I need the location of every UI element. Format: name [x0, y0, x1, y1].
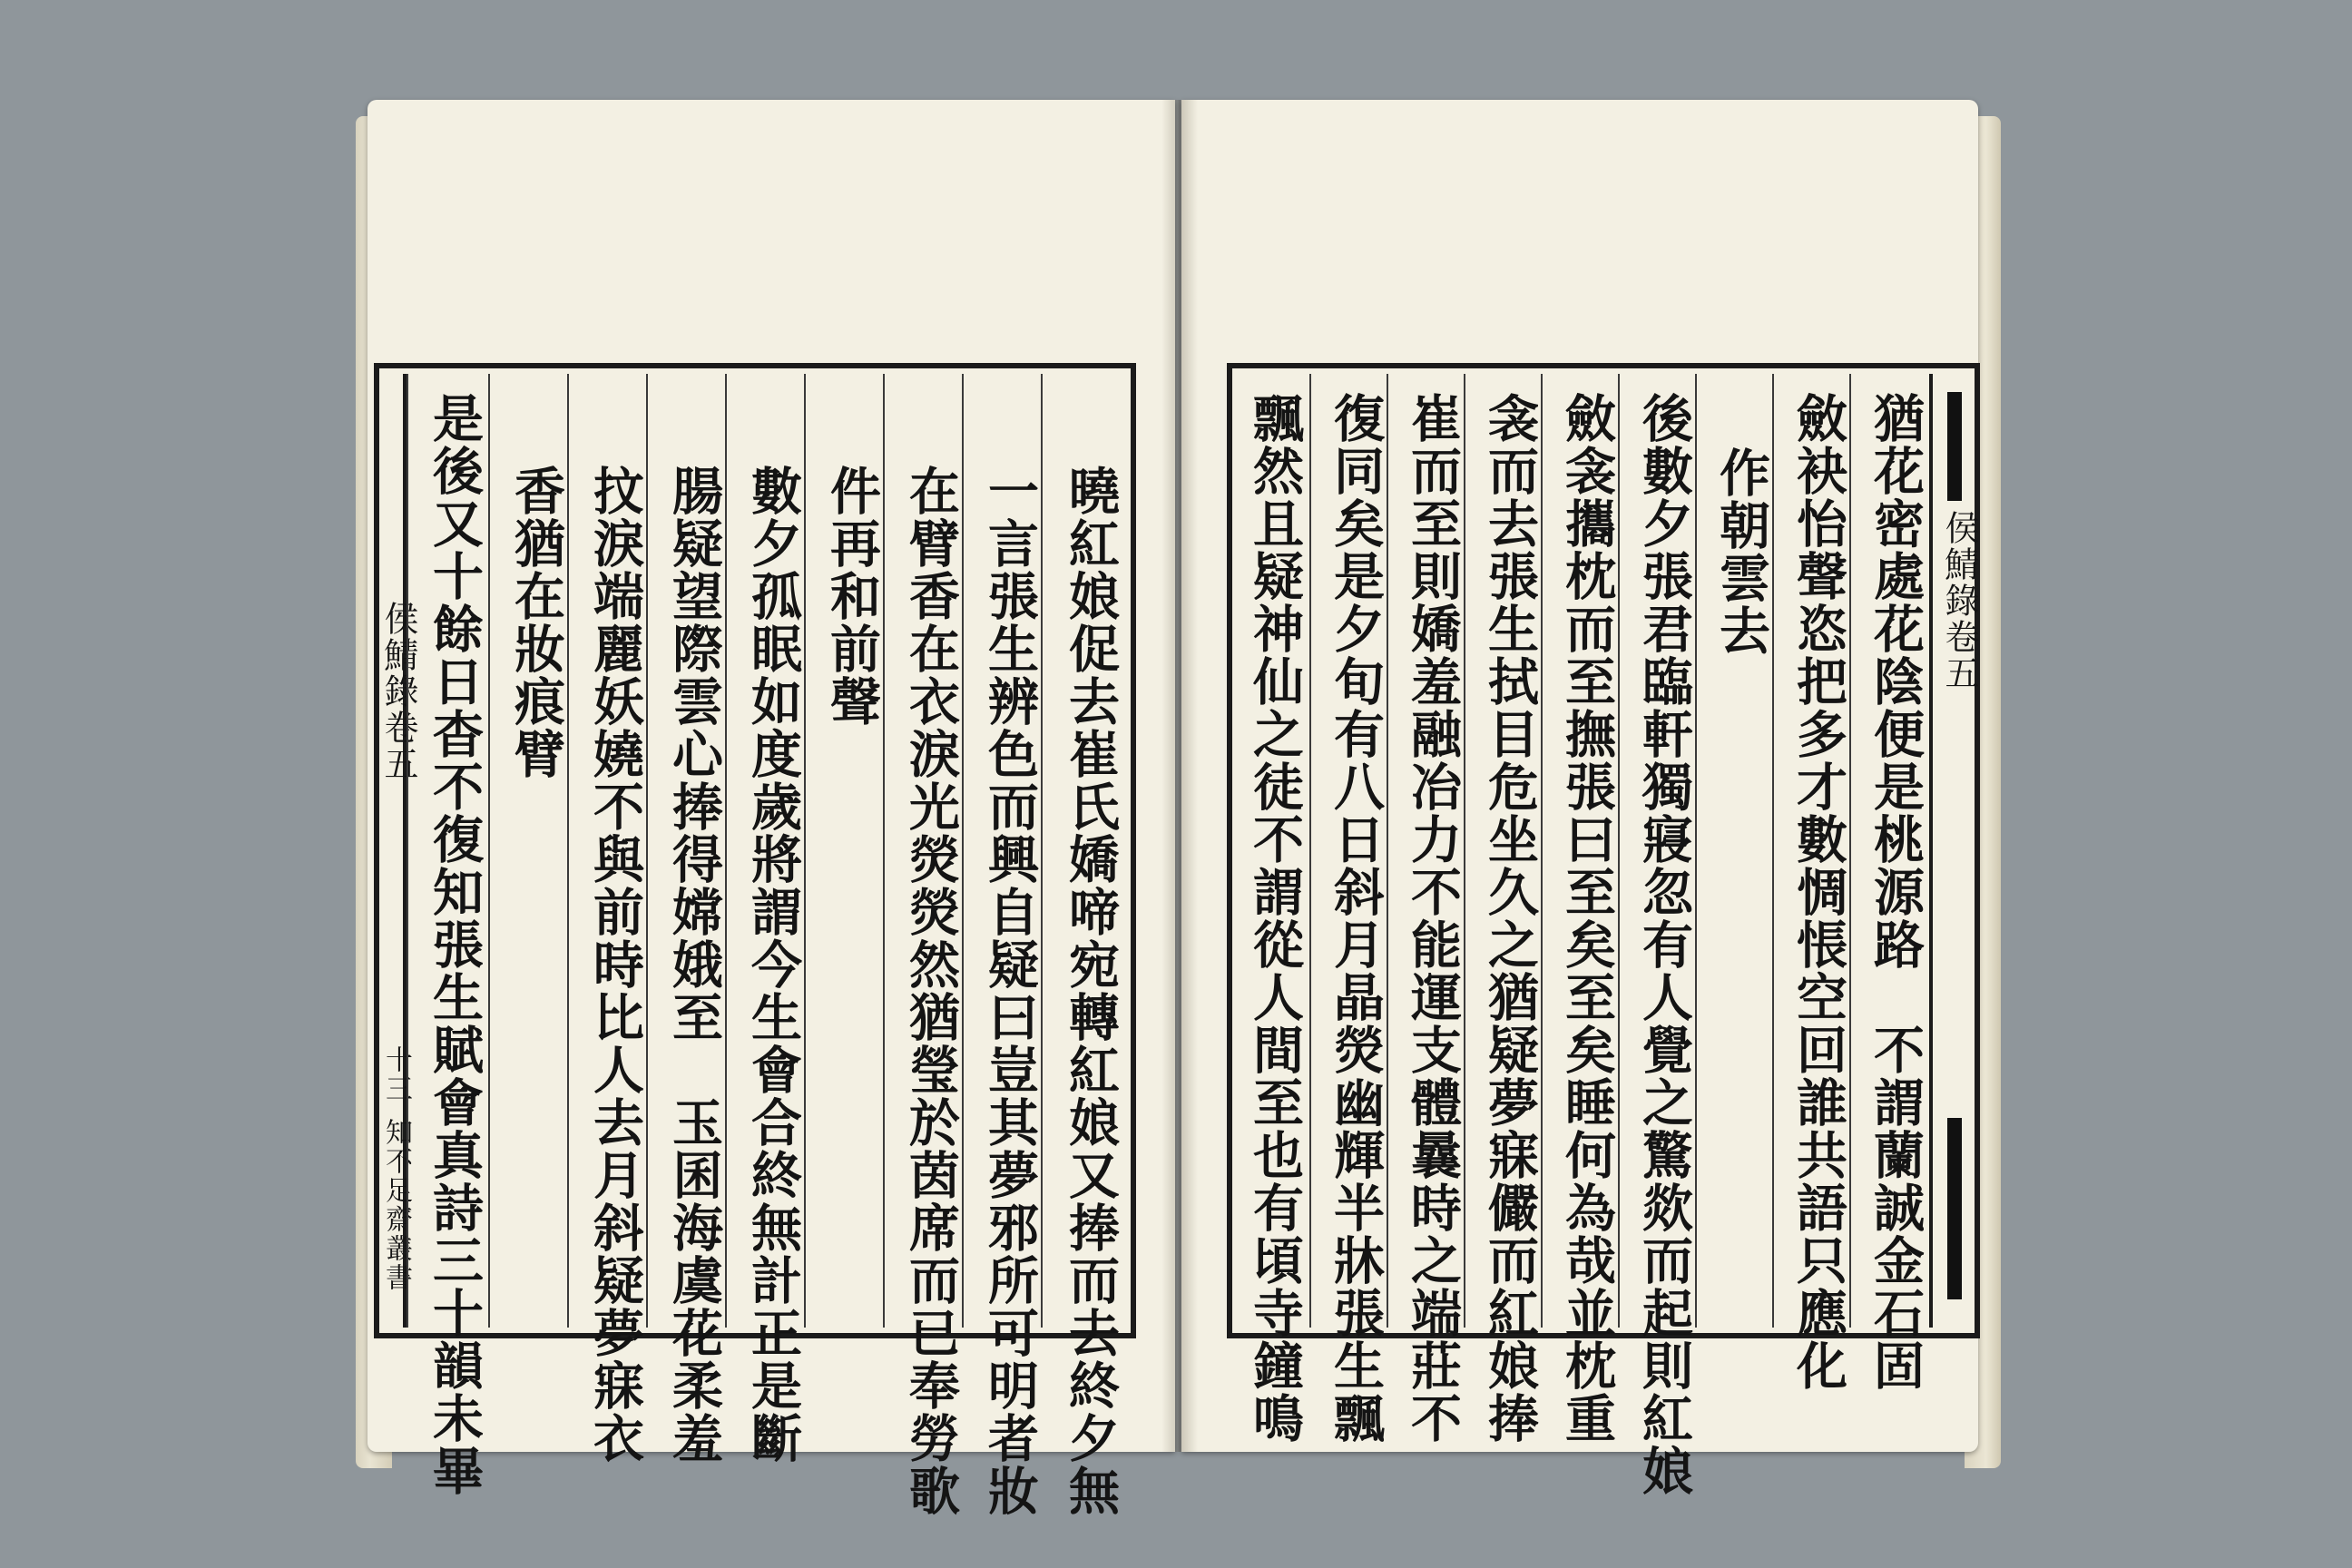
- right-column-text: 飄然且疑神仙之徒不謂從人間至也有頃寺鐘鳴: [1245, 392, 1305, 1445]
- right-column-7: [1387, 374, 1464, 1445]
- right-column-5: [1541, 374, 1618, 1445]
- right-column-text: 衾而去張生拭目危坐久之猶疑夢寐儼而紅娘捧: [1480, 392, 1540, 1445]
- fish-tail-mark-top: [1947, 392, 1962, 501]
- left-column-text: 一言張生辨色而興自疑曰豈其夢邪所可明者妝: [980, 465, 1040, 1517]
- left-column-text: 在臂香在衣淚光熒熒然猶瑩於茵席而已奉勞歌: [901, 465, 961, 1517]
- left-column-text: 曉紅娘促去崔氏嬌啼宛轉紅娘又捧而去終夕無: [1061, 465, 1121, 1517]
- left-text-frame: [374, 363, 1136, 1517]
- right-column-1: [1849, 374, 1929, 1392]
- left-banxin-publisher: 知不足齋叢書: [380, 1118, 412, 1292]
- left-column-9: [407, 374, 488, 1497]
- left-banxin-folio: 十三: [380, 1045, 412, 1103]
- right-column-text: 作朝雲去: [1711, 446, 1771, 657]
- right-column-4: [1618, 374, 1695, 1497]
- left-column-8: [488, 374, 567, 1328]
- left-column-4: [804, 374, 883, 1328]
- left-column-text: 香猶在妝痕臂: [506, 465, 566, 780]
- right-column-text: 斂袂怡聲恣把多才數惆悵空回誰共語只應化: [1788, 392, 1848, 1392]
- left-column-5: [725, 374, 804, 1465]
- left-column-6: [646, 374, 725, 1465]
- left-banxin-title: 侯鯖錄卷五: [378, 601, 418, 782]
- book-gutter: [1161, 100, 1198, 1452]
- left-column-text: 是後又十餘日杳不復知張生賦會真詩三十韻未畢: [425, 392, 485, 1497]
- right-column-text: 猶花密處花陰便是桃源路 不謂蘭誠金石固: [1866, 392, 1926, 1392]
- right-banxin: [1929, 374, 1979, 1328]
- right-column-text: 後數夕張君臨軒獨寢忽有人覺之驚欻而起則紅娘: [1634, 392, 1694, 1497]
- left-column-7: [567, 374, 646, 1465]
- right-column-text: 崔而至則嬌羞融冶力不能運支體曩時之端莊不: [1403, 392, 1463, 1445]
- right-column-3: [1695, 374, 1772, 1328]
- right-text-frame: [1227, 363, 1980, 1497]
- left-column-text: 件再和前聲: [822, 465, 882, 728]
- fish-tail-mark-bottom: [1947, 1118, 1962, 1299]
- right-column-9: [1232, 374, 1309, 1445]
- right-banxin-title: 侯鯖錄卷五: [1939, 510, 1979, 691]
- left-column-3: [883, 374, 962, 1517]
- left-banxin: [378, 374, 418, 1328]
- left-column-text: 腸疑望際雲心捧得嫦娥至 玉囷海虞花柔羞: [664, 465, 724, 1465]
- right-column-2: [1772, 374, 1849, 1392]
- right-column-6: [1464, 374, 1541, 1445]
- right-column-text: 復同矣是夕旬有八日斜月晶熒幽輝半牀張生飄: [1326, 392, 1386, 1445]
- right-column-8: [1309, 374, 1387, 1445]
- left-column-text: 數夕孤眠如度歲將謂今生會合終無計正是斷: [743, 465, 803, 1465]
- left-column-2: [962, 374, 1041, 1517]
- left-column-1: [1041, 374, 1131, 1517]
- right-column-text: 斂衾攜枕而至撫張曰至矣至矣睡何為哉並枕重: [1557, 392, 1617, 1445]
- left-column-text: 抆淚端麗妖嬈不與前時比人去月斜疑夢寐衣: [585, 465, 645, 1465]
